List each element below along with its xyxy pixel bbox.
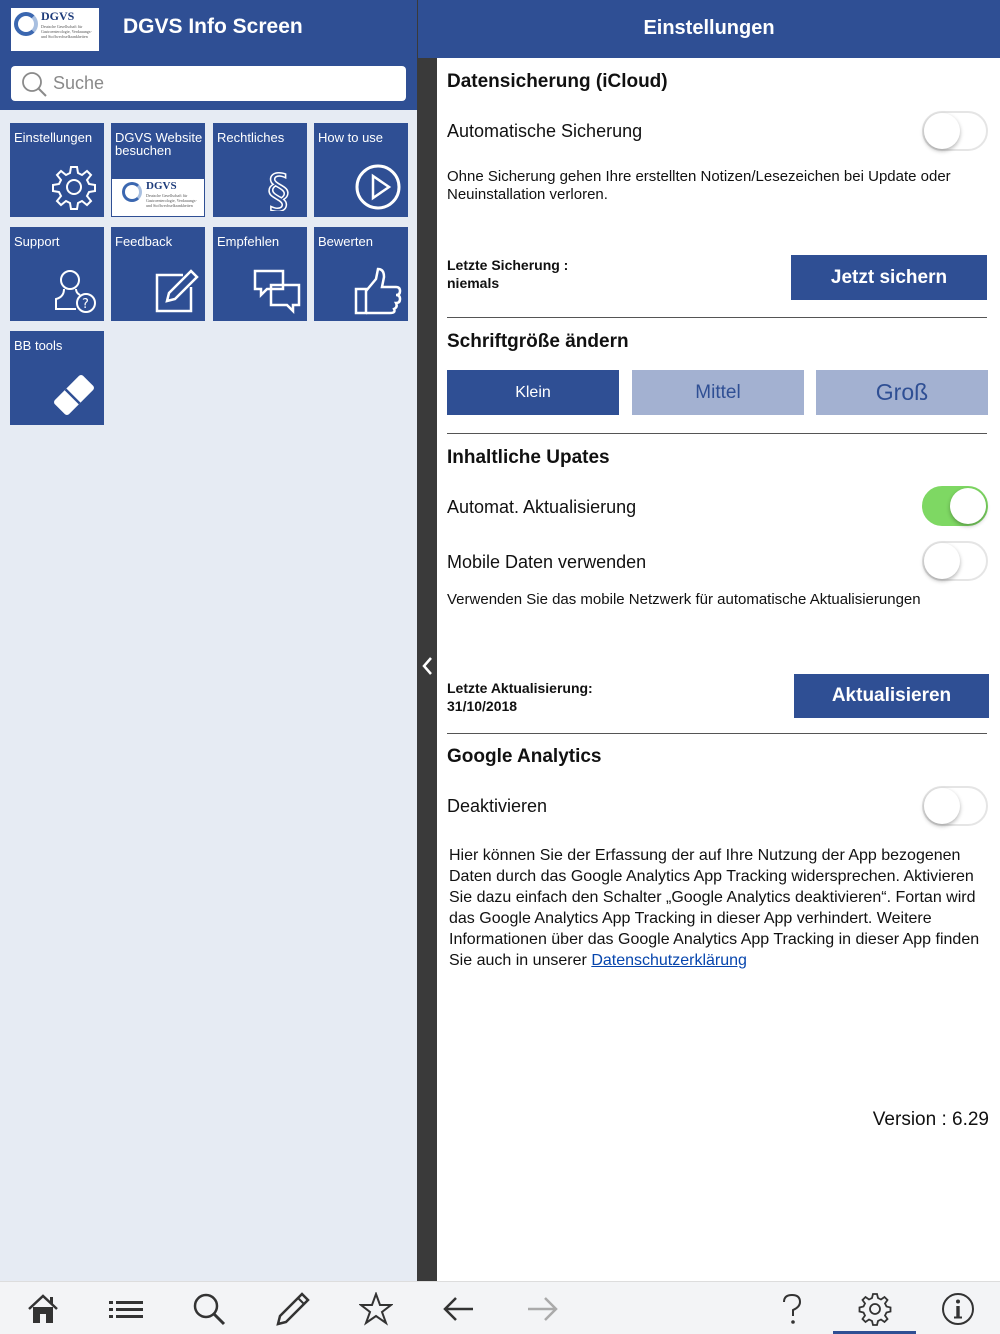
tile-how-to-use[interactable] <box>314 123 408 217</box>
toggle-knob <box>924 543 960 579</box>
tile-bewerten[interactable] <box>314 227 408 321</box>
toggle-knob <box>924 788 960 824</box>
play-icon <box>354 163 402 211</box>
support-icon <box>50 267 98 315</box>
page-title: Einstellungen <box>643 17 775 39</box>
auto-update-label: Automat. Aktualisierung <box>447 497 637 517</box>
tile-label: Empfehlen <box>217 234 280 249</box>
last-update-value: 31/10/2018 <box>447 698 518 714</box>
tile-feedback[interactable] <box>111 227 205 321</box>
svg-text:?: ? <box>82 297 89 312</box>
eraser-icon <box>50 371 98 419</box>
auto-update-toggle[interactable] <box>922 486 988 526</box>
right-header <box>418 0 1000 58</box>
tile-label: Feedback <box>115 234 173 249</box>
tile-label: Support <box>14 234 60 249</box>
back-arrow-icon[interactable] <box>442 1292 476 1326</box>
gear-icon[interactable] <box>858 1292 892 1326</box>
settings-pane <box>437 0 1000 1281</box>
last-update-label: Letzte Aktualisierung: <box>447 680 593 696</box>
logo-subtitle: Deutsche Gesellschaft für Gastroenterologie, Verdauungs- und Stoffwechselkrankheiten <box>41 24 92 39</box>
auto-backup-label: Automatische Sicherung <box>447 121 643 141</box>
logo-name: DGVS <box>146 180 177 192</box>
logo-subtitle: Deutsche Gesellschaft für Gastroenterologie, Verdauungs- und Stoffwechselkrankheiten <box>146 193 197 208</box>
search-bar <box>0 58 417 110</box>
font-size-section-title: Schriftgröße ändern <box>447 331 629 352</box>
analytics-text: Hier können Sie der Erfassung der auf Ihre Nutzung der App bezogenen Daten durch das Google Analytics App Tracking widersprechen. Aktivieren Sie dazu einfach den Schalter „Google Analytics deaktivieren“. Fortan wird das Google Analytics App Tracking in dieser App verhindert. Weitere Informationen über das Google Analytics App Tracking in dieser App finden Sie auch in unserer <box>449 847 980 969</box>
dgvs-logo <box>112 179 204 216</box>
split-divider[interactable] <box>417 0 437 1281</box>
auto-backup-toggle[interactable] <box>922 111 988 151</box>
gear-icon <box>50 163 98 211</box>
privacy-policy-link[interactable]: Datenschutzerklärung <box>591 952 747 969</box>
analytics-paragraph <box>449 845 989 971</box>
info-icon[interactable] <box>941 1292 975 1326</box>
mobile-data-toggle[interactable] <box>922 541 988 581</box>
tile-support[interactable] <box>10 227 104 321</box>
search-input[interactable] <box>53 70 393 97</box>
backup-section-title: Datensicherung (iCloud) <box>447 71 668 92</box>
analytics-deactivate-label: Deaktivieren <box>447 796 548 816</box>
mobile-data-label: Mobile Daten verwenden <box>447 552 647 572</box>
thumbs-up-icon <box>354 267 402 315</box>
tile-label: Einstellungen <box>14 130 93 145</box>
search-icon <box>21 71 47 97</box>
search-box[interactable] <box>11 66 406 101</box>
pencil-icon[interactable] <box>276 1292 310 1326</box>
bottom-toolbar <box>0 1281 1000 1334</box>
last-backup-label: Letzte Sicherung : <box>447 257 569 273</box>
tile-einstellungen[interactable] <box>10 123 104 217</box>
tile-dgvs-website[interactable] <box>111 123 205 217</box>
help-icon[interactable] <box>775 1292 809 1326</box>
chat-icon <box>253 267 301 315</box>
list-icon[interactable] <box>109 1292 143 1326</box>
tile-label: Bewerten <box>318 234 373 249</box>
font-size-small[interactable]: Klein <box>447 370 619 415</box>
chevron-left-icon[interactable] <box>420 655 434 677</box>
tile-bb-tools[interactable] <box>10 331 104 425</box>
tile-label: How to use <box>318 130 384 145</box>
mobile-data-note: Verwenden Sie das mobile Netzwerk für automatische Aktualisierungen <box>447 591 921 608</box>
toggle-knob <box>950 488 986 524</box>
tile-rechtliches[interactable] <box>213 123 307 217</box>
analytics-deactivate-toggle[interactable] <box>922 786 988 826</box>
tile-label: DGVS Website besuchen <box>115 130 203 158</box>
divider <box>447 317 987 318</box>
divider <box>447 733 987 734</box>
toggle-knob <box>924 113 960 149</box>
star-icon[interactable] <box>359 1292 393 1326</box>
divider <box>447 433 987 434</box>
logo-name: DGVS <box>41 9 75 23</box>
tile-label: Rechtliches <box>217 130 285 145</box>
left-header <box>0 0 417 58</box>
paragraph-icon <box>253 163 301 211</box>
forward-arrow-icon[interactable] <box>525 1292 559 1326</box>
updates-section-title: Inhaltliche Upates <box>447 447 610 468</box>
logo-emblem <box>14 12 38 36</box>
update-button[interactable]: Aktualisieren <box>794 674 989 718</box>
last-backup-value: niemals <box>447 275 500 291</box>
left-header-title: DGVS Info Screen <box>123 15 303 38</box>
font-size-medium[interactable]: Mittel <box>632 370 804 415</box>
font-size-large[interactable]: Groß <box>816 370 988 415</box>
search-icon[interactable] <box>192 1292 226 1326</box>
analytics-section-title: Google Analytics <box>447 746 602 767</box>
left-pane <box>0 0 417 1281</box>
edit-icon <box>151 267 199 315</box>
home-icon[interactable] <box>26 1292 60 1326</box>
dgvs-logo <box>11 8 99 51</box>
version-label: Version : 6.29 <box>872 1109 989 1130</box>
tile-label: BB tools <box>14 338 63 353</box>
tile-empfehlen[interactable] <box>213 227 307 321</box>
backup-now-button[interactable]: Jetzt sichern <box>791 255 987 300</box>
svg-text:§: § <box>267 164 290 211</box>
backup-note: Ohne Sicherung gehen Ihre erstellten Notizen/Lesezeichen bei Update oder Neuinstallation verloren. <box>447 168 951 203</box>
